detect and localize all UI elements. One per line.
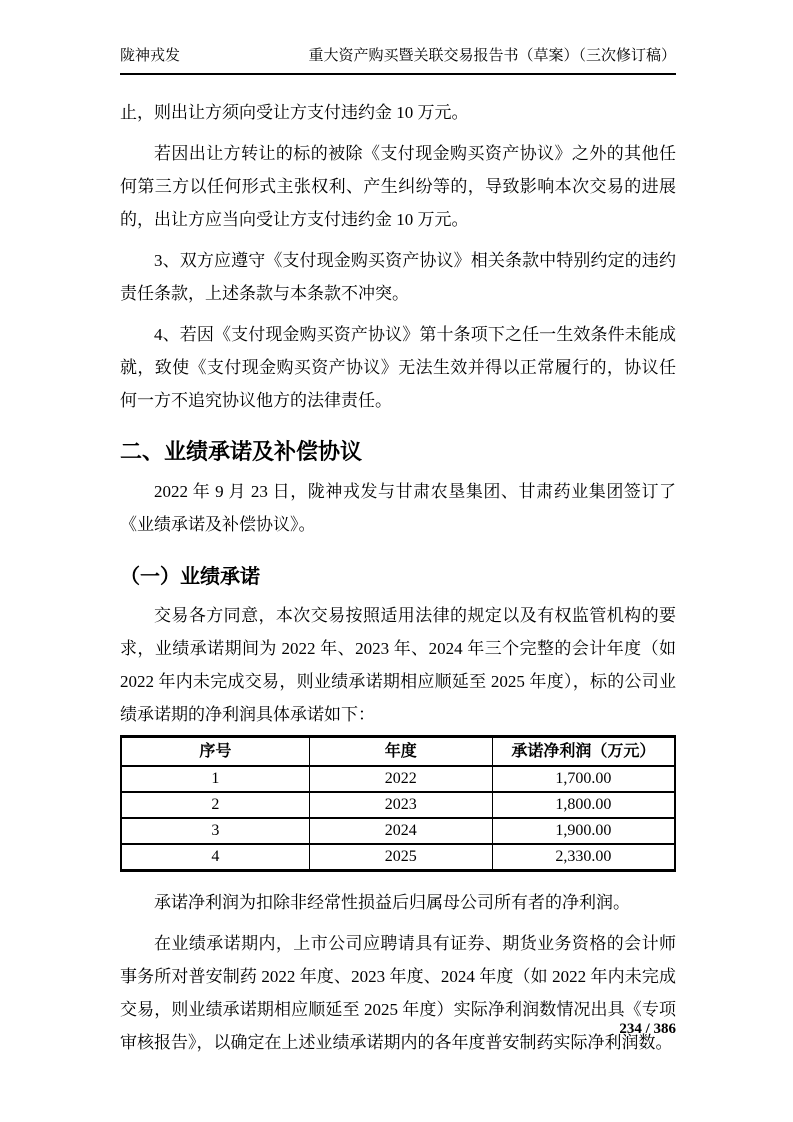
table-header-row	[121, 737, 675, 767]
section-heading-performance-commitment: 二、业绩承诺及补偿协议	[120, 439, 363, 464]
table-header-year: 年度	[309, 737, 492, 767]
cell-index: 4	[121, 844, 309, 871]
table-row	[121, 844, 675, 871]
paragraph-agreement-signed: 2022 年 9 月 23 日，陇神戎发与甘肃农垦集团、甘肃药业集团签订了《业绩承诺及补偿协议》。	[120, 482, 676, 534]
cell-index: 1	[121, 766, 309, 792]
paragraph-item-4: 4、若因《支付现金购买资产协议》第十条项下之任一生效条件未能成就，致使《支付现金购买资产协议》无法生效并得以正常履行的，协议任何一方不追究协议他方的法律责任。	[120, 325, 676, 410]
paragraph-carryover: 止，则出让方须向受让方支付违约金 10 万元。	[120, 103, 469, 122]
table-row	[121, 792, 675, 818]
document-body	[120, 75, 676, 1059]
cell-index: 2	[121, 792, 309, 818]
net-profit-commitment-table	[120, 735, 676, 872]
page-header	[120, 46, 676, 75]
cell-profit: 1,900.00	[492, 818, 675, 844]
header-report-title: 重大资产购买暨关联交易报告书（草案）（三次修订稿）	[308, 48, 676, 64]
paragraph-third-party-claims: 若因出让方转让的标的被除《支付现金购买资产协议》之外的其他任何第三方以任何形式主张权利、产生纠纷等的，导致影响本次交易的进展的，出让方应当向受让方支付违约金 10 万元。	[120, 144, 676, 229]
table-header-index: 序号	[121, 737, 309, 767]
cell-index: 3	[121, 818, 309, 844]
cell-year: 2024	[309, 818, 492, 844]
table-row	[121, 818, 675, 844]
table-header-promised-profit: 承诺净利润（万元）	[492, 737, 675, 767]
cell-year: 2025	[309, 844, 492, 871]
subsection-heading-commitment: （一）业绩承诺	[120, 566, 260, 588]
paragraph-audit-report: 在业绩承诺期内，上市公司应聘请具有证券、期货业务资格的会计师事务所对普安制药 2022 年度、2023 年度、2024 年度（如 2022 年内未完成交易，则业绩承诺期相应顺延至 2025 年度）实际净利润数情况出具《专项审核报告》，以确定在上述业绩承诺期内的各年度普安制药实际净利润数。	[120, 934, 676, 1052]
table-row	[121, 766, 675, 792]
paragraph-item-3: 3、双方应遵守《支付现金购买资产协议》相关条款中特别约定的违约责任条款，上述条款与本条款不冲突。	[120, 251, 676, 303]
cell-profit: 1,700.00	[492, 766, 675, 792]
paragraph-commitment-intro: 交易各方同意，本次交易按照适用法律的规定以及有权监管机构的要求，业绩承诺期间为 2022 年、2023 年、2024 年三个完整的会计年度（如 2022 年内未完成交易，则业绩承诺期相应顺延至 2025 年度），标的公司业绩承诺期的净利润具体承诺如下：	[120, 606, 676, 724]
page-number: 234 / 386	[619, 1021, 676, 1037]
paragraph-net-profit-definition: 承诺净利润为扣除非经常性损益后归属母公司所有者的净利润。	[154, 893, 630, 912]
cell-profit: 1,800.00	[492, 792, 675, 818]
cell-year: 2023	[309, 792, 492, 818]
header-company-name: 陇神戎发	[120, 48, 181, 64]
cell-profit: 2,330.00	[492, 844, 675, 871]
cell-year: 2022	[309, 766, 492, 792]
